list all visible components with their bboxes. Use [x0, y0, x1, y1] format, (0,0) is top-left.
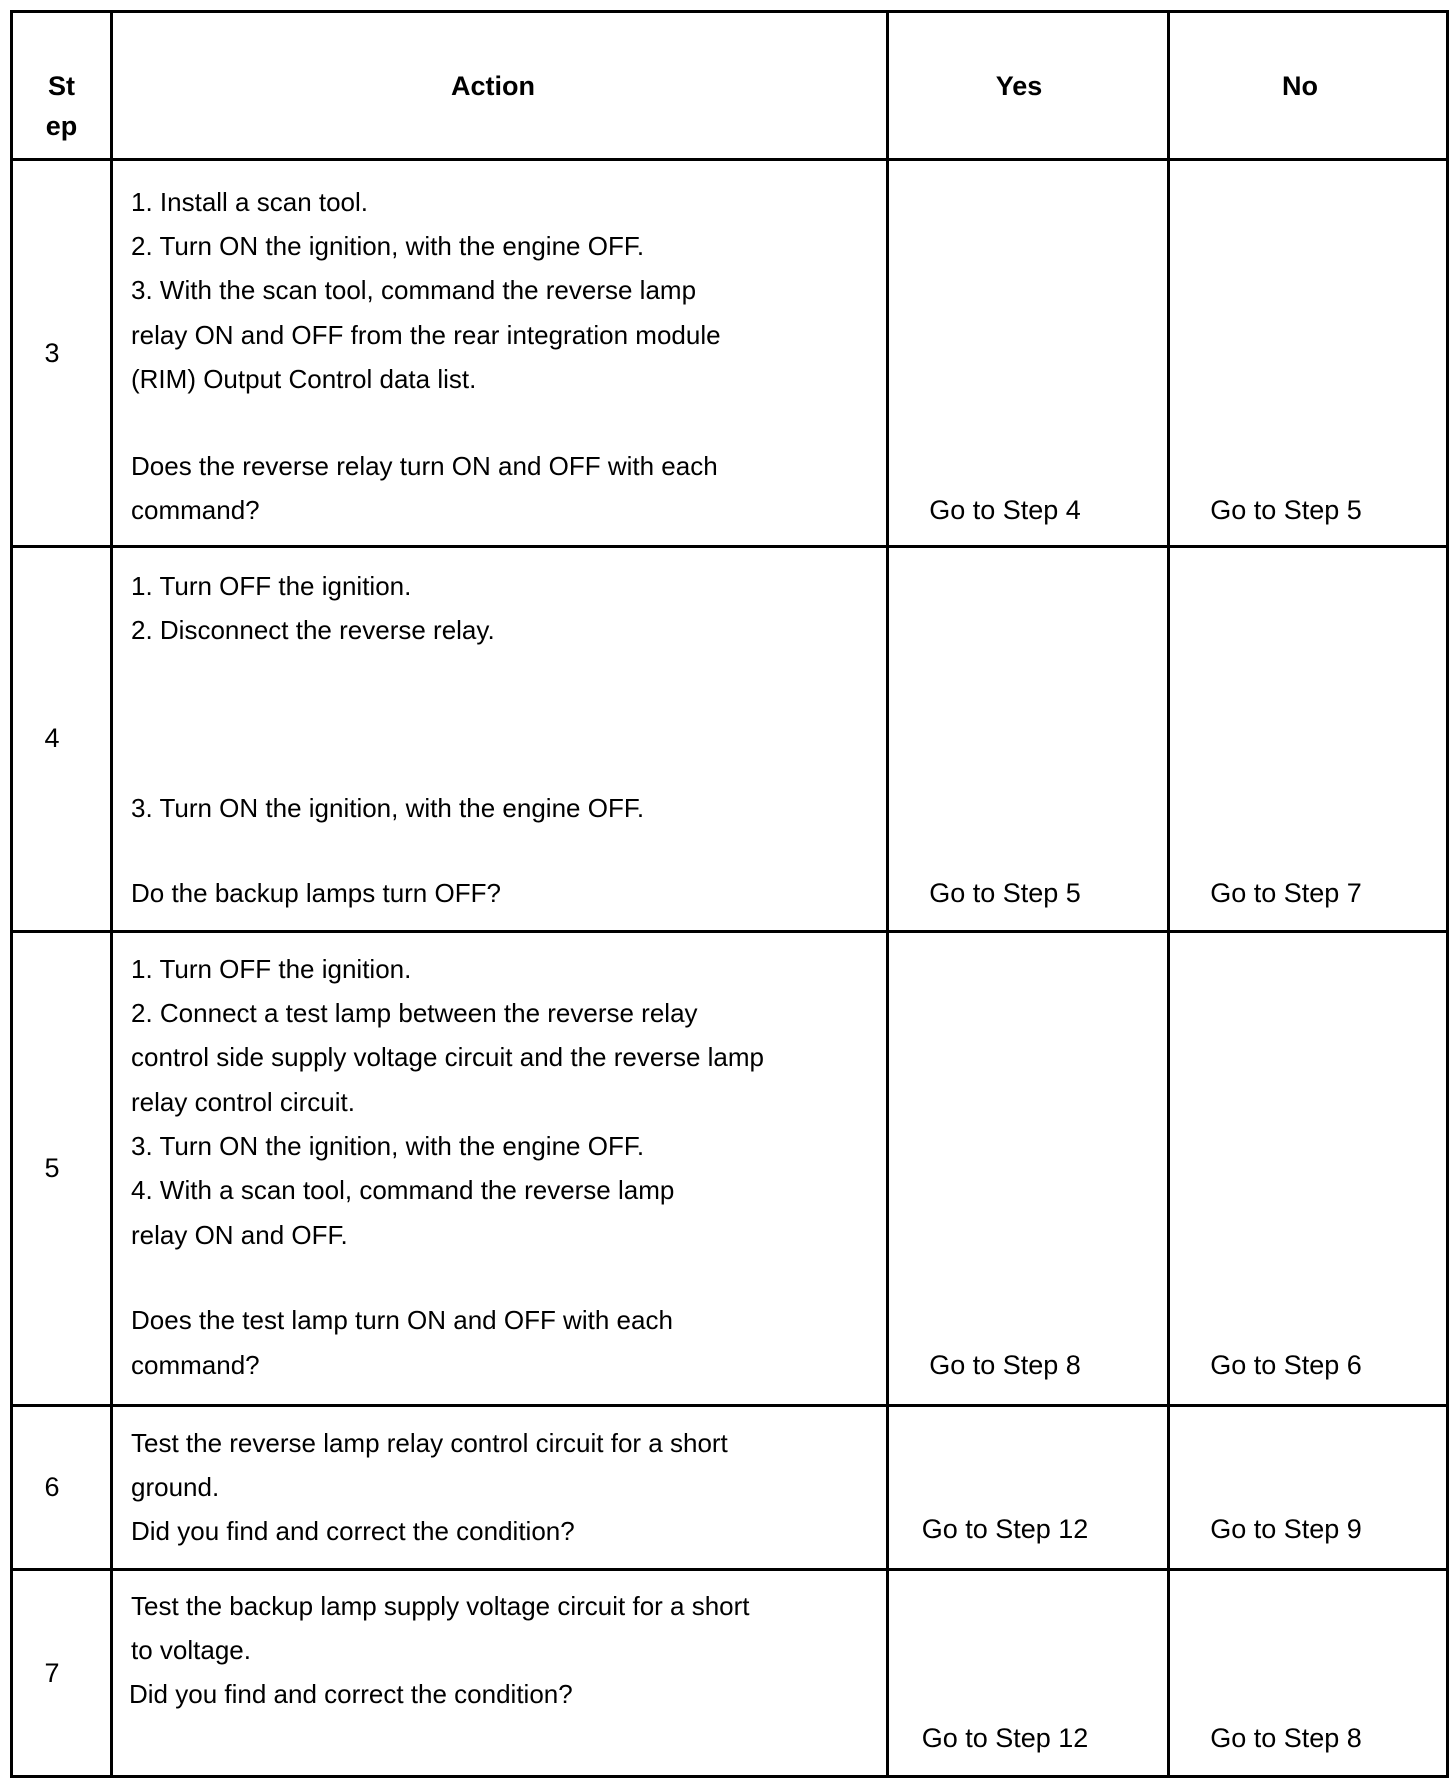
row-divider: [10, 930, 1449, 933]
yes-result: Go to Step 8: [929, 1350, 1081, 1380]
action-line: (RIM) Output Control data list.: [131, 364, 477, 394]
no-result: Go to Step 5: [1210, 495, 1362, 525]
yes-result: Go to Step 5: [929, 878, 1081, 908]
action-line: 1. Install a scan tool.: [131, 187, 369, 217]
action-line: 2. Turn ON the ignition, with the engine OFF.: [131, 231, 645, 261]
no-result: Go to Step 6: [1210, 1350, 1362, 1380]
row-divider: [10, 1404, 1449, 1407]
action-line: to voltage.: [131, 1635, 251, 1665]
row-divider: [10, 545, 1449, 548]
action-question: Did you find and correct the condition?: [129, 1679, 573, 1709]
step-number: 5: [44, 1153, 60, 1183]
step-number: 3: [44, 338, 60, 368]
action-line: relay control circuit.: [131, 1087, 355, 1117]
action-line: relay ON and OFF from the rear integration module: [131, 320, 721, 350]
action-line: 1. Turn OFF the ignition.: [131, 571, 412, 601]
action-question: command?: [131, 495, 260, 525]
action-line: 2. Connect a test lamp between the reverse relay: [131, 998, 698, 1028]
header-step: [13, 66, 110, 146]
action-line: control side supply voltage circuit and the reverse lamp: [131, 1042, 764, 1072]
step-number: 4: [44, 723, 60, 753]
action-line: 3. Turn ON the ignition, with the engine OFF.: [131, 1131, 645, 1161]
action-line: 1. Turn OFF the ignition.: [131, 954, 412, 984]
action-line: 3. Turn ON the ignition, with the engine OFF.: [131, 793, 645, 823]
action-question: Did you find and correct the condition?: [131, 1516, 575, 1546]
header-yes: Yes: [995, 71, 1043, 101]
table-border-left: [10, 10, 13, 1778]
yes-result: Go to Step 12: [921, 1723, 1089, 1753]
no-result: Go to Step 8: [1210, 1723, 1362, 1753]
action-line: relay ON and OFF.: [131, 1220, 348, 1250]
action-line: 3. With the scan tool, command the reverse lamp: [131, 275, 697, 305]
action-line: 2. Disconnect the reverse relay.: [131, 615, 495, 645]
column-divider-step: [110, 10, 113, 1778]
action-question: command?: [131, 1350, 260, 1380]
yes-result: Go to Step 4: [929, 495, 1081, 525]
action-line: Test the reverse lamp relay control circuit for a short: [131, 1428, 728, 1458]
action-line: 4. With a scan tool, command the reverse lamp: [131, 1175, 675, 1205]
step-number: 6: [44, 1472, 60, 1502]
header-divider: [10, 158, 1449, 161]
no-result: Go to Step 9: [1210, 1514, 1362, 1544]
action-question: Do the backup lamps turn OFF?: [131, 878, 501, 908]
action-line: ground.: [131, 1472, 220, 1502]
no-result: Go to Step 7: [1210, 878, 1362, 908]
action-line: Test the backup lamp supply voltage circuit for a short: [131, 1591, 750, 1621]
row-divider: [10, 1568, 1449, 1571]
header-no: No: [1282, 71, 1318, 101]
header-step-text: St ep: [45, 71, 78, 141]
table-border-bottom: [10, 1775, 1449, 1778]
table-border-right: [1446, 10, 1449, 1778]
action-question: Does the test lamp turn ON and OFF with each: [131, 1305, 673, 1335]
yes-result: Go to Step 12: [921, 1514, 1089, 1544]
action-question: Does the reverse relay turn ON and OFF with each: [131, 451, 718, 481]
header-action: Action: [451, 71, 535, 101]
table-border-top: [10, 10, 1449, 13]
step-number: 7: [44, 1658, 60, 1688]
